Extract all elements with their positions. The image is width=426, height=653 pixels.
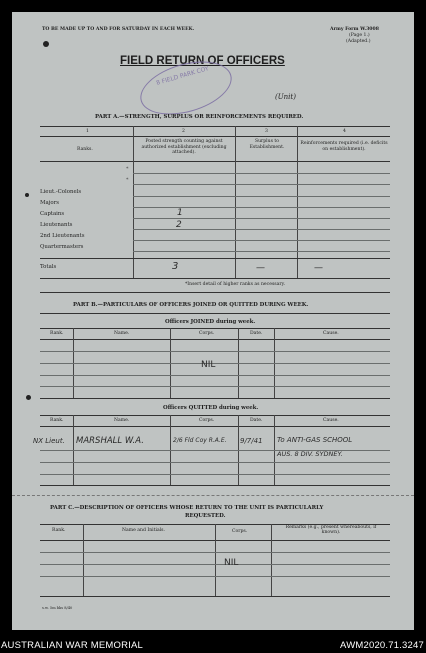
totals-surplus: — xyxy=(256,263,265,273)
unit-stamp: 8 FIELD PARK COY xyxy=(134,52,238,124)
form-adapted: (Adapted.) xyxy=(346,39,371,44)
form-page-number: (Page 1.) xyxy=(349,33,370,38)
rank-quartermasters: Quartermasters xyxy=(40,244,84,250)
punch-hole-middle xyxy=(25,193,29,197)
col-header-ranks: Ranks. xyxy=(77,147,93,152)
rank-majors: Majors xyxy=(40,200,59,206)
quitted-col-date: Date. xyxy=(250,418,263,423)
quitted-cause-line2: AUS. 8 DIV. SYDNEY. xyxy=(277,450,343,458)
part-c-title-line1: PART C.—DESCRIPTION OF OFFICERS WHOSE RETURN TO THE UNIT IS PARTICULARLY xyxy=(50,505,324,511)
col-number-4: 4 xyxy=(343,129,346,134)
totals-label: Totals xyxy=(40,264,57,270)
part-a-title: PART A.—STRENGTH, SURPLUS OR REINFORCEMENTS REQUIRED. xyxy=(95,114,304,120)
quitted-corps: 2/6 Fld Coy R.A.E. xyxy=(173,437,227,444)
partc-entry-nil: NIL xyxy=(224,558,239,568)
page-title: FIELD RETURN OF OFFICERS xyxy=(120,55,285,67)
print-code: s.w. 5m bks 8/40 xyxy=(42,606,73,610)
quitted-date: 9/7/41 xyxy=(240,437,263,445)
posted-captains: 1 xyxy=(177,208,183,218)
punch-hole-top xyxy=(43,41,49,47)
rank-captains: Captains xyxy=(40,211,65,217)
punch-hole-lower xyxy=(26,395,31,400)
footer-institution: AUSTRALIAN WAR MEMORIAL xyxy=(1,640,144,651)
partc-col-rank: Rank. xyxy=(52,528,66,533)
col-number-2: 2 xyxy=(182,129,185,134)
quitted-cause-line1: To ANTI-GAS SCHOOL xyxy=(277,436,353,444)
header-instruction: TO BE MADE UP TO AND FOR SATURDAY IN EACH WEEK. xyxy=(42,27,195,32)
part-b-title: PART B.—PARTICULARS OF OFFICERS JOINED OR QUITTED DURING WEEK. xyxy=(73,302,309,308)
totals-posted: 3 xyxy=(172,261,179,272)
quitted-name: MARSHALL W.A. xyxy=(76,436,144,446)
rank-2nd-lieutenants: 2nd Lieutenants xyxy=(40,233,85,239)
part-c-title-line2: REQUESTED. xyxy=(185,513,226,519)
totals-reinforcements: — xyxy=(314,263,323,273)
rank-lieut-colonels: Lieut.-Colonels xyxy=(40,189,82,195)
col-header-surplus: Surplus to Establishment. xyxy=(249,139,285,150)
posted-lieutenants: 2 xyxy=(176,220,182,230)
unit-label: (Unit) xyxy=(275,93,296,101)
form-number: Army Form W.3008 xyxy=(330,27,379,32)
joined-title: Officers JOINED during week. xyxy=(165,319,256,325)
quitted-rank: NX Lieut. xyxy=(33,437,65,445)
quitted-col-corps: Corps. xyxy=(199,418,215,423)
joined-col-name: Name. xyxy=(114,331,130,336)
joined-col-corps: Corps. xyxy=(199,331,215,336)
quitted-title: Officers QUITTED during week. xyxy=(163,405,259,411)
partc-col-name: Name and Initials. xyxy=(122,528,165,533)
partc-col-remarks: Remarks (e.g., present whereabouts, if known). xyxy=(285,525,377,536)
rank-lieutenants: Lieutenants xyxy=(40,222,73,228)
col-number-1: 1 xyxy=(86,129,89,134)
part-a-footnote: *Insert detail of higher ranks as necessary. xyxy=(185,282,286,287)
quitted-col-cause: Cause. xyxy=(323,418,339,423)
joined-col-date: Date. xyxy=(250,331,263,336)
joined-col-cause: Cause. xyxy=(323,331,339,336)
col-header-posted: Posted strength counting against authorized establishment (excluding attached). xyxy=(141,139,227,156)
joined-col-rank: Rank. xyxy=(50,331,64,336)
footer-accession-number: AWM2020.71.3247 xyxy=(340,640,424,651)
partc-col-corps: Corps. xyxy=(232,529,248,534)
joined-entry-nil: NIL xyxy=(201,360,216,370)
col-header-reinforcements: Reinforcements required (i.e. deficits on establishment). xyxy=(300,141,388,152)
quitted-col-name: Name. xyxy=(114,418,130,423)
col-number-3: 3 xyxy=(265,129,268,134)
quitted-col-rank: Rank. xyxy=(50,418,64,423)
